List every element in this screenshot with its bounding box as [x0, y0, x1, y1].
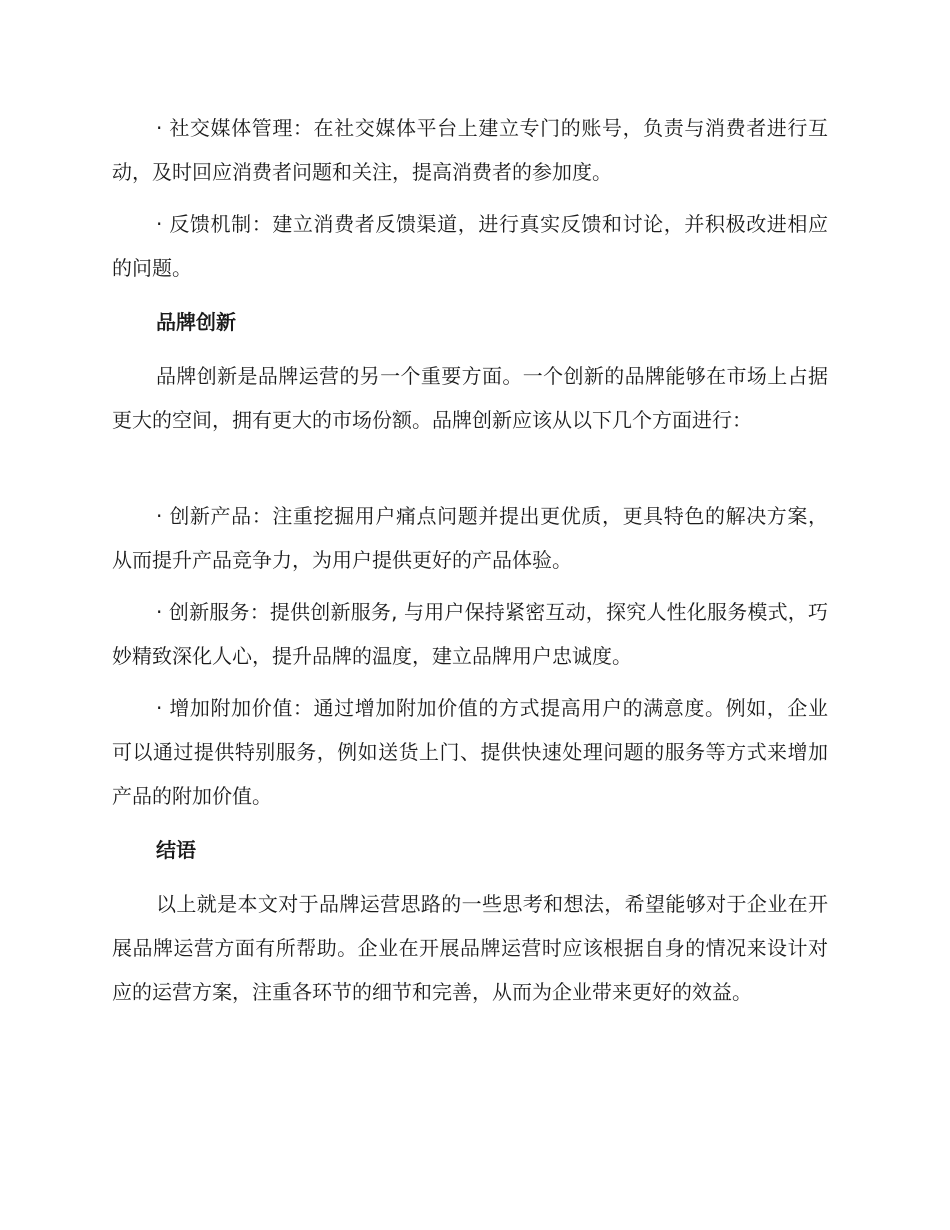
bullet-social-media-management: · 社交媒体管理：在社交媒体平台上建立专门的账号，负责与消费者进行互动，及时回应消费者问题和关注，提高消费者的参加度。	[112, 116, 828, 184]
paragraph-conclusion: 以上就是本文对于品牌运营思路的一些思考和想法，希望能够对于企业在开展品牌运营方面有所帮助。企业在开展品牌运营时应该根据自身的情况来设计对应的运营方案，注重各环节的细节和完善，从而为企业带来更好的效益。	[112, 892, 828, 1004]
bullet-innovative-services: · 创新服务：提供创新服务, 与用户保持紧密互动，探究人性化服务模式，巧妙精致深化人心，提升品牌的温度，建立品牌用户忠诚度。	[112, 600, 828, 668]
bullet-added-value: · 增加附加价值：通过增加附加价值的方式提高用户的满意度。例如，企业可以通过提供特别服务，例如送货上门、提供快速处理问题的服务等方式来增加产品的附加价值。	[112, 696, 828, 808]
heading-conclusion: 结语	[156, 838, 196, 862]
bullet-innovative-products: · 创新产品：注重挖掘用户痛点问题并提出更优质，更具特色的解决方案，从而提升产品竞争力，为用户提供更好的产品体验。	[112, 504, 828, 572]
paragraph-brand-innovation-intro: 品牌创新是品牌运营的另一个重要方面。一个创新的品牌能够在市场上占据更大的空间，拥有更大的市场份额。品牌创新应该从以下几个方面进行：	[112, 364, 828, 432]
bullet-feedback-mechanism: · 反馈机制：建立消费者反馈渠道，进行真实反馈和讨论，并积极改进相应的问题。	[112, 212, 828, 280]
heading-brand-innovation: 品牌创新	[156, 310, 236, 334]
